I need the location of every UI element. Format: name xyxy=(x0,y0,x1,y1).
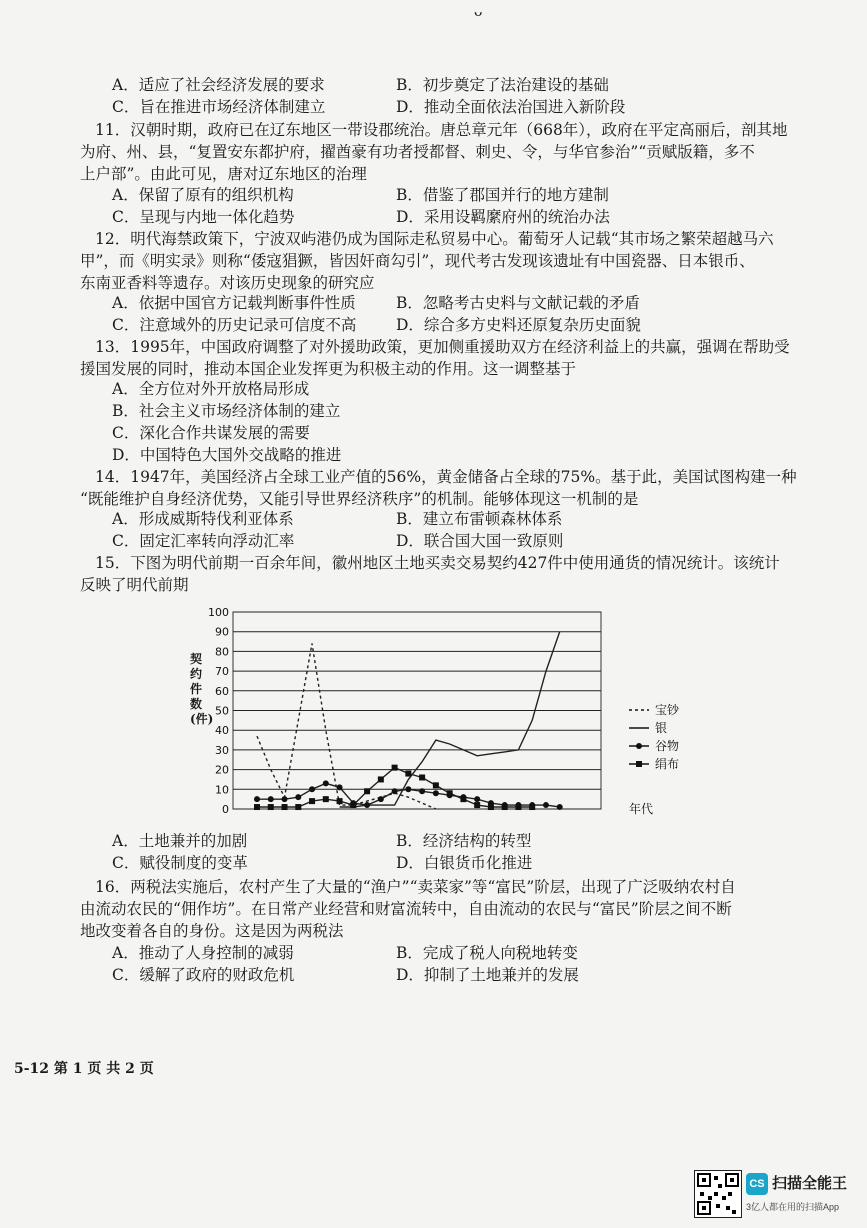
q11-option-d: D．采用设羁縻府州的统治办法 xyxy=(396,208,610,226)
scanner-subtitle: 3亿人都在用的扫描App xyxy=(746,1202,840,1212)
q16-option-b: B．完成了税人向税地转变 xyxy=(396,944,578,962)
series-point xyxy=(447,790,453,796)
q10-option-d: D．推动全面依法治国进入新阶段 xyxy=(396,98,626,116)
scanner-logo-icon: CS xyxy=(746,1173,768,1195)
series-point xyxy=(378,796,384,802)
q12-option-c: C．注意域外的历史记录可信度不高 xyxy=(112,316,357,334)
q13-option-b: B．社会主义市场经济体制的建立 xyxy=(112,402,341,420)
series-point xyxy=(515,804,521,810)
y-tick-label: 20 xyxy=(215,763,229,777)
q12-line-3: 东南亚香料等遗存。对该历史现象的研究应 xyxy=(80,274,375,292)
series-point xyxy=(433,782,439,788)
q10-option-b: B．初步奠定了法治建设的基础 xyxy=(396,76,609,94)
q13-line-2: 援国发展的同时，推动本国企业发挥更为积极主动的作用。这一调整基于 xyxy=(80,360,577,378)
chart-y-axis-label: 契约件数(件) xyxy=(190,652,214,726)
header-mark: ᴗ xyxy=(474,4,483,20)
series-line-2 xyxy=(340,632,560,807)
page-footer: 5-12 第 1 页 共 2 页 xyxy=(14,1061,154,1077)
series-point xyxy=(282,804,288,810)
series-point xyxy=(350,802,356,808)
q14-line-1: 14．1947年，美国经济占全球工业产值的56%，黄金储备占全球的75%。基于此，美国试图构建一种 xyxy=(95,468,797,486)
series-point xyxy=(295,804,301,810)
series-point xyxy=(488,804,494,810)
q12-option-d: D．综合多方史料还原复杂历史面貌 xyxy=(396,316,641,334)
q16-line-3: 地改变着各自的身份。这是因为两税法 xyxy=(80,922,344,940)
series-point xyxy=(405,771,411,777)
q14-option-b: B．建立布雷顿森林体系 xyxy=(396,510,563,528)
y-tick-label: 50 xyxy=(215,704,229,718)
q14-option-c: C．固定汇率转向浮动汇率 xyxy=(112,532,295,550)
q13-option-d: D．中国特色大国外交战略的推进 xyxy=(112,446,342,464)
series-point xyxy=(295,794,301,800)
series-point xyxy=(309,798,315,804)
series-point xyxy=(392,788,398,794)
series-point xyxy=(405,786,411,792)
q10-option-a: A．适应了社会经济发展的要求 xyxy=(112,76,325,94)
q12-option-b: B．忽略考古史料与文献记载的矛盾 xyxy=(396,294,640,312)
series-point xyxy=(254,796,260,802)
y-tick-label: 90 xyxy=(215,625,229,639)
q15-option-d: D．白银货币化推进 xyxy=(396,854,533,872)
series-point xyxy=(419,774,425,780)
series-point xyxy=(557,804,563,810)
series-point xyxy=(268,804,274,810)
q11-line-2: 为府、州、县，“复置安东都护府，擢酋豪有功者授都督、刺史、令，与华官参治”“贡赋版籍，多不 xyxy=(80,143,755,161)
legend-marker xyxy=(636,743,642,749)
q15-option-b: B．经济结构的转型 xyxy=(396,832,532,850)
currency-usage-chart xyxy=(183,598,723,823)
legend-label: 绢布 xyxy=(655,757,680,771)
series-point xyxy=(378,776,384,782)
series-point xyxy=(529,804,535,810)
q15-option-a: A．土地兼并的加剧 xyxy=(112,832,248,850)
series-point xyxy=(254,804,260,810)
q13-line-1: 13．1995年，中国政府调整了对外援助政策，更加侧重援助双方在经济利益上的共赢，强调在帮助受 xyxy=(95,338,790,356)
y-tick-label: 40 xyxy=(215,724,229,738)
y-tick-label: 60 xyxy=(215,684,229,698)
y-tick-label: 70 xyxy=(215,665,229,679)
q14-option-a: A．形成威斯特伐利亚体系 xyxy=(112,510,294,528)
q15-line-2: 反映了明代前期 xyxy=(80,576,189,594)
q14-option-d: D．联合国大国一致原则 xyxy=(396,532,564,550)
legend-label: 宝钞 xyxy=(655,703,680,717)
series-point xyxy=(337,784,343,790)
q12-line-1: 12．明代海禁政策下，宁波双屿港仍成为国际走私贸易中心。葡萄牙人记载“其市场之繁荣超越马六 xyxy=(95,230,774,248)
series-point xyxy=(433,790,439,796)
scanner-title: 扫描全能王 xyxy=(772,1175,848,1192)
series-point xyxy=(419,788,425,794)
q11-line-1: 11．汉朝时期，政府已在辽东地区一带设郡统治。唐总章元年（668年），政府在平定高丽后，剖其地 xyxy=(95,121,788,139)
q16-line-1: 16．两税法实施后，农村产生了大量的“渔户”“卖菜家”等“富民”阶层，出现了广泛吸纳农村自 xyxy=(95,878,736,896)
q11-option-a: A．保留了原有的组织机构 xyxy=(112,186,294,204)
series-point xyxy=(364,788,370,794)
series-point xyxy=(392,765,398,771)
legend-label: 谷物 xyxy=(655,739,680,753)
y-tick-label: 30 xyxy=(215,743,229,757)
qr-code-icon xyxy=(695,1171,741,1217)
q13-option-c: C．深化合作共谋发展的需要 xyxy=(112,424,310,442)
series-point xyxy=(337,798,343,804)
q12-line-2: 甲”，而《明实录》则称“倭寇猖獗，皆因奸商勾引”，现代考古发现该遗址有中国瓷器、日本银币、 xyxy=(80,252,755,270)
x-axis-label: 年代 xyxy=(629,802,654,816)
series-point xyxy=(502,804,508,810)
series-line-1 xyxy=(257,644,436,810)
legend-label: 银 xyxy=(655,721,668,735)
q16-line-2: 由流动农民的“佣作坊”。在日常产业经营和财富流转中，自由流动的农民与“富民”阶层之间不断 xyxy=(80,900,732,918)
series-point xyxy=(364,802,370,808)
qr-code xyxy=(694,1170,742,1218)
series-point xyxy=(474,802,480,808)
series-point xyxy=(309,786,315,792)
q16-option-d: D．抑制了土地兼并的发展 xyxy=(396,966,579,984)
y-tick-label: 0 xyxy=(222,803,229,816)
series-point xyxy=(460,796,466,802)
series-point xyxy=(323,796,329,802)
q12-option-a: A．依据中国官方记载判断事件性质 xyxy=(112,294,356,312)
q14-line-2: “既能维护自身经济优势，又能引导世界经济秩序”的机制。能够体现这一机制的是 xyxy=(80,490,639,508)
series-point xyxy=(323,780,329,786)
q13-option-a: A．全方位对外开放格局形成 xyxy=(112,380,310,398)
q16-option-c: C．缓解了政府的财政危机 xyxy=(112,966,295,984)
y-tick-label: 80 xyxy=(215,645,229,659)
y-tick-label: 100 xyxy=(208,606,229,619)
series-point xyxy=(282,796,288,802)
series-point xyxy=(543,802,549,808)
q16-option-a: A．推动了人身控制的减弱 xyxy=(112,944,294,962)
y-tick-label: 10 xyxy=(215,783,229,797)
q11-option-b: B．借鉴了郡国并行的地方建制 xyxy=(396,186,609,204)
q11-option-c: C．呈现与内地一体化趋势 xyxy=(112,208,295,226)
q10-option-c: C．旨在推进市场经济体制建立 xyxy=(112,98,326,116)
legend-marker xyxy=(636,761,642,767)
series-point xyxy=(268,796,274,802)
q15-option-c: C．赋役制度的变革 xyxy=(112,854,248,872)
q11-line-3: 上户部”。由此可见，唐对辽东地区的治理 xyxy=(80,165,367,183)
series-point xyxy=(474,796,480,802)
q15-line-1: 15．下图为明代前期一百余年间，徽州地区土地买卖交易契约427件中使用通货的情况统计。该统计 xyxy=(95,554,780,572)
